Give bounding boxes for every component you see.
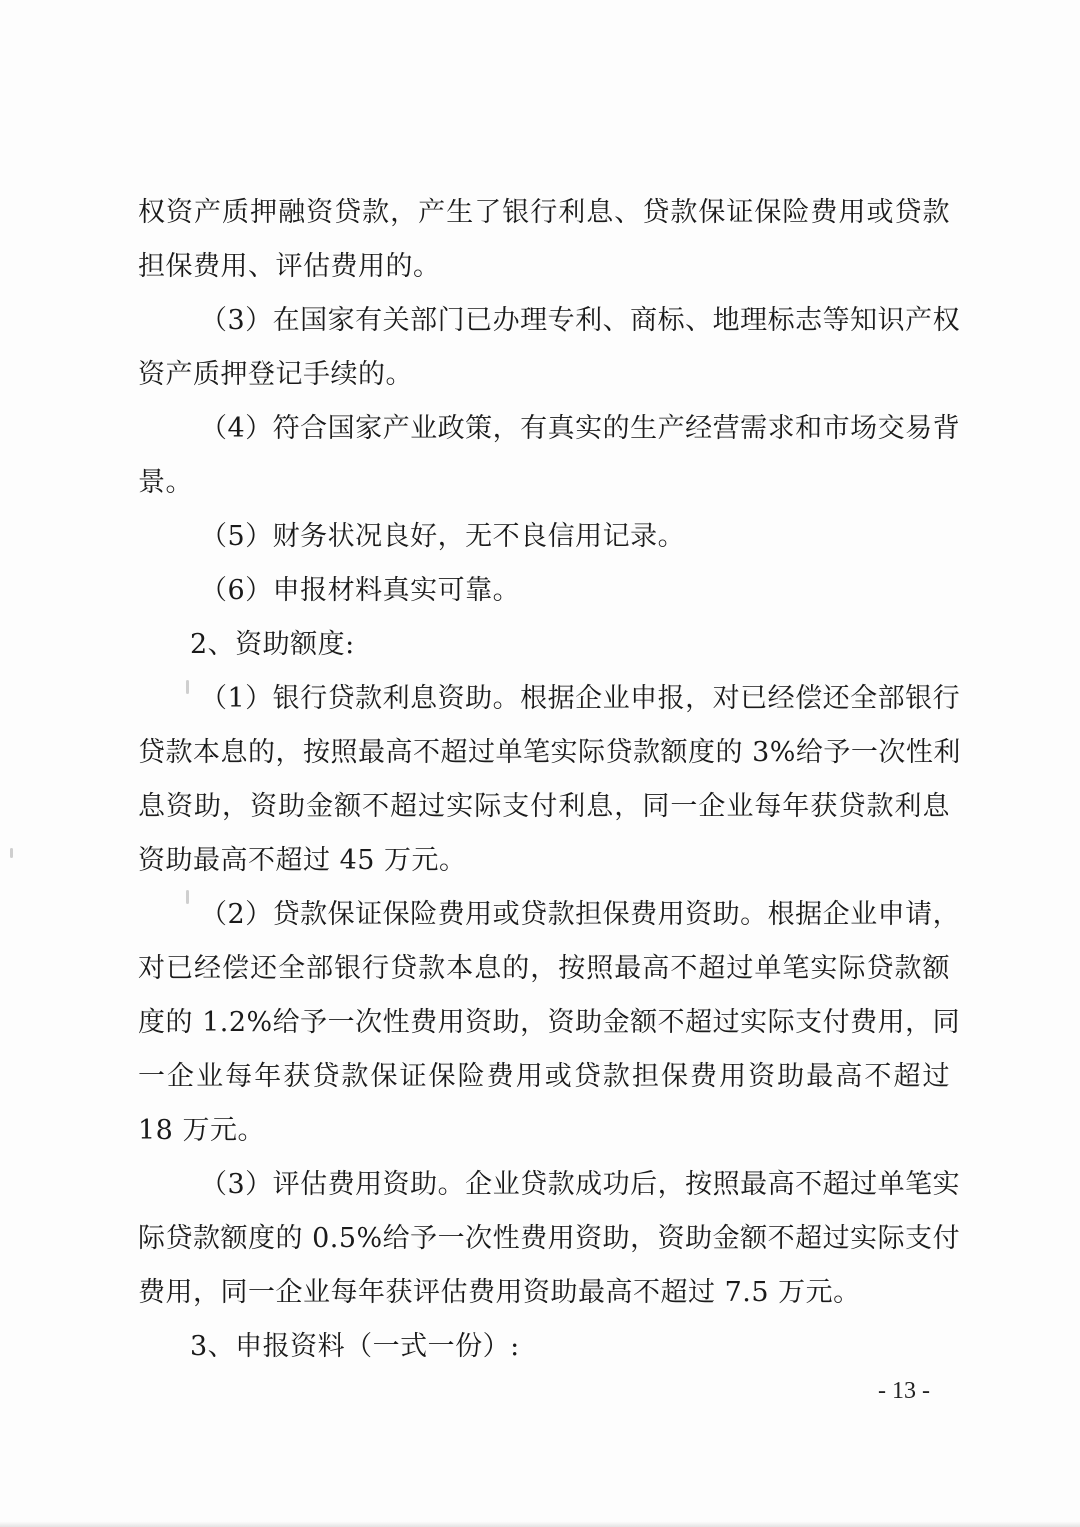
document-body <box>138 186 961 1374</box>
text-line: 担保费用、评估费用的。 <box>138 251 441 282</box>
text-line: 18 万元。 <box>138 1115 265 1146</box>
text-line: （6）申报材料真实可靠。 <box>200 575 521 606</box>
text-line: 景。 <box>138 467 193 498</box>
text-line: 对已经偿还全部银行贷款本息的，按照最高不超过单笔实际贷款额 <box>138 953 950 984</box>
text-line: 贷款本息的，按照最高不超过单笔实际贷款额度的 3%给予一次性利 <box>138 737 961 768</box>
text-line: （3）在国家有关部门已办理专利、商标、地理标志等知识产权 <box>200 305 961 336</box>
text-line: 费用，同一企业每年获评估费用资助最高不超过 7.5 万元。 <box>138 1277 861 1308</box>
text-line: （4）符合国家产业政策，有真实的生产经营需求和市场交易背 <box>200 413 961 444</box>
scan-mark <box>10 848 13 858</box>
text-line: 资助最高不超过 45 万元。 <box>138 845 467 876</box>
text-line: （1）银行贷款利息资助。根据企业申报，对已经偿还全部银行 <box>200 683 961 714</box>
section-heading: 3、申报资料（一式一份）: <box>190 1331 520 1362</box>
scan-mark <box>186 890 189 904</box>
text-line: （2）贷款保证保险费用或贷款担保费用资助。根据企业申请， <box>200 899 961 930</box>
text-line: （5）财务状况良好，无不良信用记录。 <box>200 521 686 552</box>
text-line: 权资产质押融资贷款，产生了银行利息、贷款保证保险费用或贷款 <box>138 197 950 228</box>
page-number: - 13 - <box>878 1378 930 1404</box>
text-line: 度的 1.2%给予一次性费用资助，资助金额不超过实际支付费用，同 <box>138 1007 961 1038</box>
text-line: 一企业每年获贷款保证保险费用或贷款担保费用资助最高不超过 <box>138 1061 950 1092</box>
text-line: （3）评估费用资助。企业贷款成功后，按照最高不超过单笔实 <box>200 1169 961 1200</box>
text-line: 资产质押登记手续的。 <box>138 359 413 390</box>
text-line: 息资助，资助金额不超过实际支付利息，同一企业每年获贷款利息 <box>138 791 950 822</box>
scan-mark <box>186 680 189 694</box>
text-line: 际贷款额度的 0.5%给予一次性费用资助，资助金额不超过实际支付 <box>138 1223 961 1254</box>
section-heading: 2、资助额度: <box>190 629 355 660</box>
page-bottom-edge <box>0 1521 1080 1527</box>
